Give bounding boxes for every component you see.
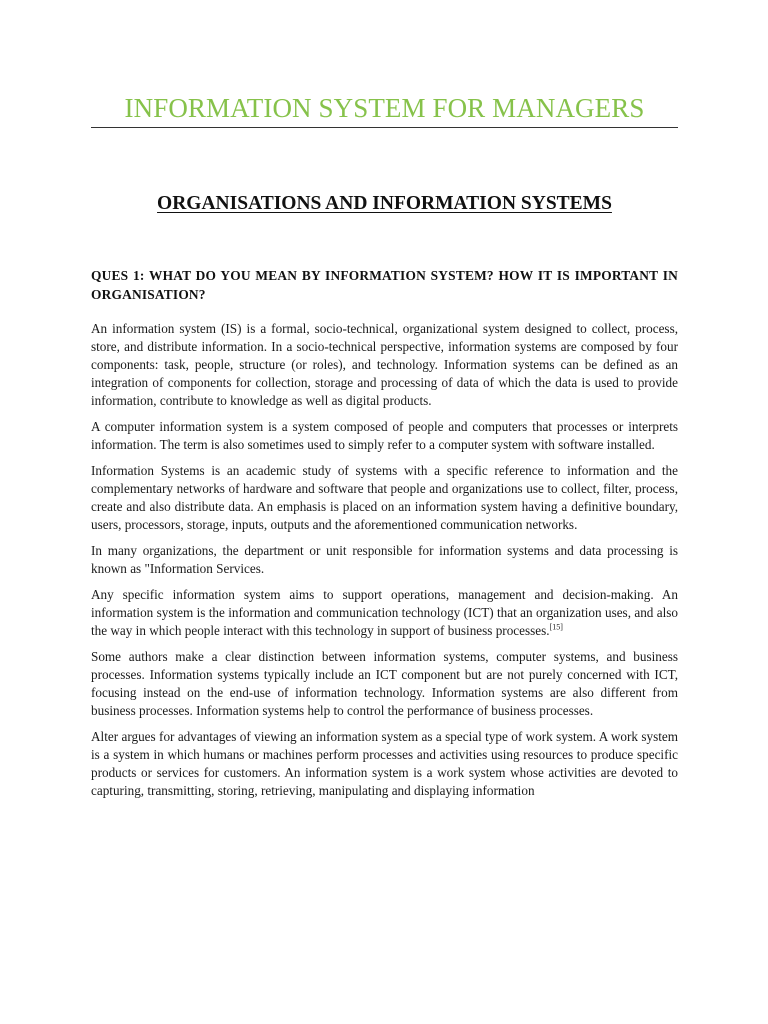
paragraph-1: An information system (IS) is a formal, socio-technical, organizational system designed to collect, process, store, and distribute information. In a socio-technical perspective, information systems are composed by four components: task, people, structure (or roles), and technology. Information systems can be defined as an integration of components for collection, storage and processing of data of which the data is used to provide information, contribute to knowledge as well as digital products. — [91, 321, 678, 408]
question-heading: QUES 1: WHAT DO YOU MEAN BY INFORMATION SYSTEM? HOW IT IS IMPORTANT IN ORGANISATION? — [91, 268, 678, 302]
document-title: INFORMATION SYSTEM FOR MANAGERS — [124, 93, 645, 123]
paragraph-7: Alter argues for advantages of viewing an information system as a special type of work system. A work system is a system in which humans or machines perform processes and activities using resources to produce specific products or services for customers. An information system is a work system whose activities are devoted to capturing, transmitting, storing, retrieving, manipulating and displaying information — [91, 729, 678, 798]
paragraph-2: A computer information system is a system composed of people and computers that processes or interprets information. The term is also sometimes used to simply refer to a computer system with software installed. — [91, 419, 678, 452]
document-body — [91, 320, 678, 808]
title-divider — [91, 127, 678, 128]
section-heading: ORGANISATIONS AND INFORMATION SYSTEMS — [157, 193, 612, 214]
paragraph-6: Some authors make a clear distinction between information systems, computer systems, and business processes. Information systems typically include an ICT component but are not purely concerned with ICT, focusing instead on the end-use of information technology. Information systems are also different from business processes. Information systems help to control the performance of business processes. — [91, 649, 678, 718]
paragraph-4: In many organizations, the department or unit responsible for information systems and data processing is known as "Information Services. — [91, 543, 678, 576]
citation-link[interactable]: [15] — [549, 622, 563, 632]
paragraph-5-text: Any specific information system aims to support operations, management and decision-making. An information system is the information and communication technology (ICT) that an organization uses, and also the way in which people interact with this technology in support of business processes. — [91, 587, 678, 638]
paragraph-5 — [91, 586, 678, 640]
paragraph-3: Information Systems is an academic study of systems with a specific reference to information and the complementary networks of hardware and software that people and organizations use to collect, filter, process, create and also distribute data. An emphasis is placed on an information system having a definitive boundary, users, processors, storage, inputs, outputs and the aforementioned communication networks. — [91, 463, 678, 532]
